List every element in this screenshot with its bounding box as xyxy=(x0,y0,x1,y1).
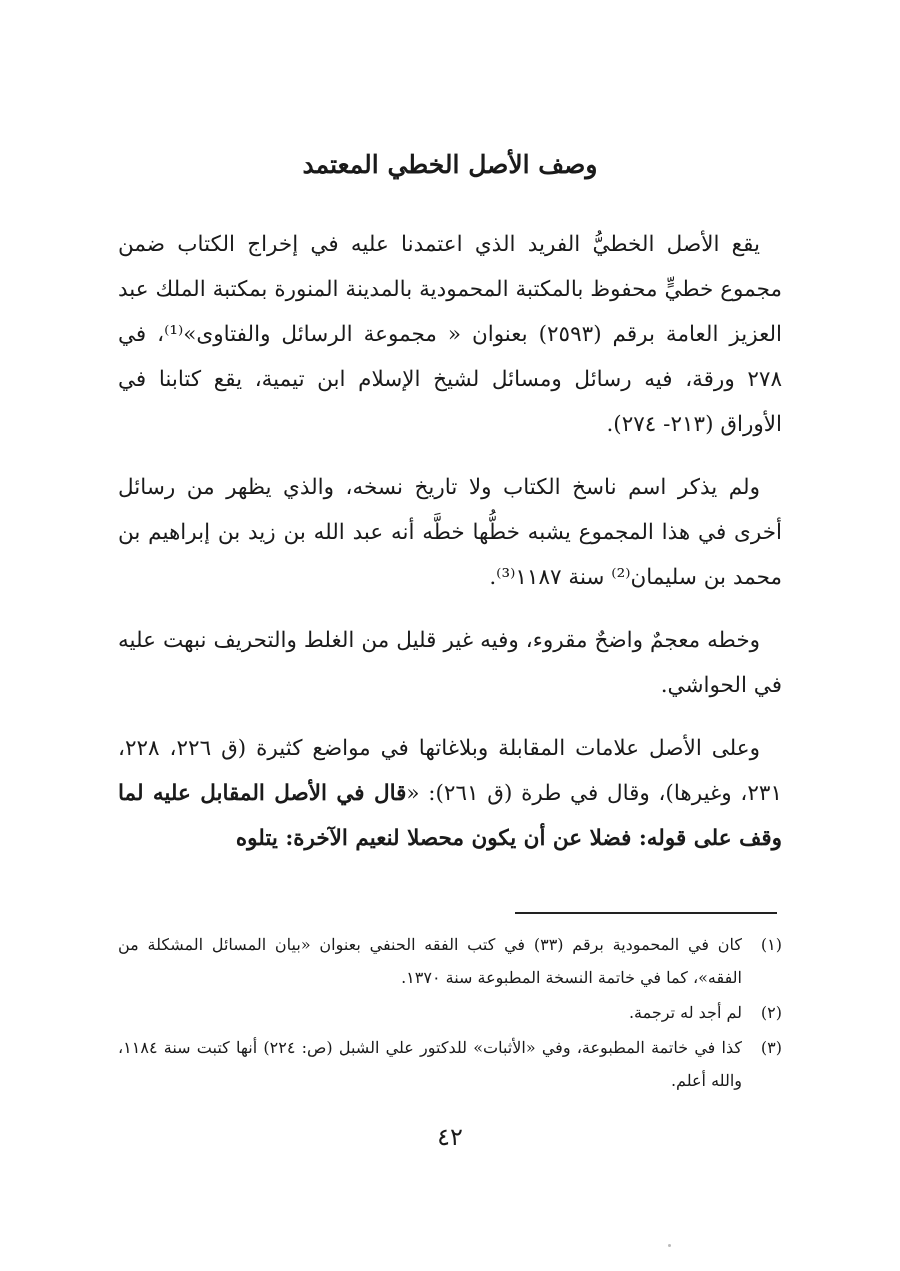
paragraph-4-text: وعلى الأصل علامات المقابلة وبلاغاتها في مواضع كثيرة (ق ٢٢٦، ٢٢٨، ٢٣١، وغيرها)، وقال في طرة (ق ٢٦١): « xyxy=(118,736,782,806)
paragraph-2: ولم يذكر اسم ناسخ الكتاب ولا تاريخ نسخه، والذي يظهر من رسائل أخرى في هذا المجموع يشبه خطُّها خطَّه أنه عبد الله بن زيد بن إبراهيم بن محمد بن سليمان⁽²⁾ سنة ١١٨٧⁽³⁾. xyxy=(118,475,782,590)
page-number: ٤٢ xyxy=(437,1123,463,1151)
footnote-1 xyxy=(118,928,782,994)
footnote-number: (٣) xyxy=(760,1038,782,1057)
footnote-text: لم أجد له ترجمة. xyxy=(628,1003,742,1022)
paragraph-4 xyxy=(118,726,782,861)
footnote-separator xyxy=(515,912,777,914)
paragraph-3: وخطه معجمٌ واضحٌ مقروء، وفيه غير قليل من الغلط والتحريف نبهت عليه في الحواشي. xyxy=(118,628,782,698)
footnotes xyxy=(118,928,782,1099)
footnote-number: (٢) xyxy=(760,1003,782,1022)
footnote-3 xyxy=(118,1031,782,1097)
page-title: وصف الأصل الخطي المعتمد xyxy=(302,150,598,179)
footnote-2 xyxy=(118,996,782,1029)
footnote-number: (١) xyxy=(760,935,782,954)
footnote-text: كان في المحمودية برقم (٣٣) في كتب الفقه الحنفي بعنوان «بيان المسائل المشكلة من الفقه»، كما في خاتمة النسخة المطبوعة سنة ١٣٧٠. xyxy=(118,935,742,987)
paragraph-1: يقع الأصل الخطيُّ الفريد الذي اعتمدنا عليه في إخراج الكتاب ضمن مجموع خطيٍّ محفوظ بالمكتبة المحمودية بالمدينة المنورة بمكتبة الملك عبد العزيز العامة برقم (٢٥٩٣) بعنوان « مجموعة الرسائل والفتاوى»⁽¹⁾، في ٢٧٨ ورقة، فيه رسائل ومسائل لشيخ الإسلام ابن تيمية، يقع كتابنا في الأوراق (٢١٣- ٢٧٤). xyxy=(118,232,782,437)
main-text xyxy=(118,222,782,879)
footnote-text: كذا في خاتمة المطبوعة، وفي «الأثبات» للدكتور علي الشبل (ص: ٢٢٤) أنها كتبت سنة ١١٨٤، والله أعلم. xyxy=(118,1038,743,1090)
scan-speck xyxy=(668,1244,671,1247)
paragraph-4-bold-text: قال في الأصل المقابل عليه لما وقف على قوله: فضلا عن أن يكون محصلا لنعيم الآخرة: يتلوه xyxy=(118,781,782,851)
